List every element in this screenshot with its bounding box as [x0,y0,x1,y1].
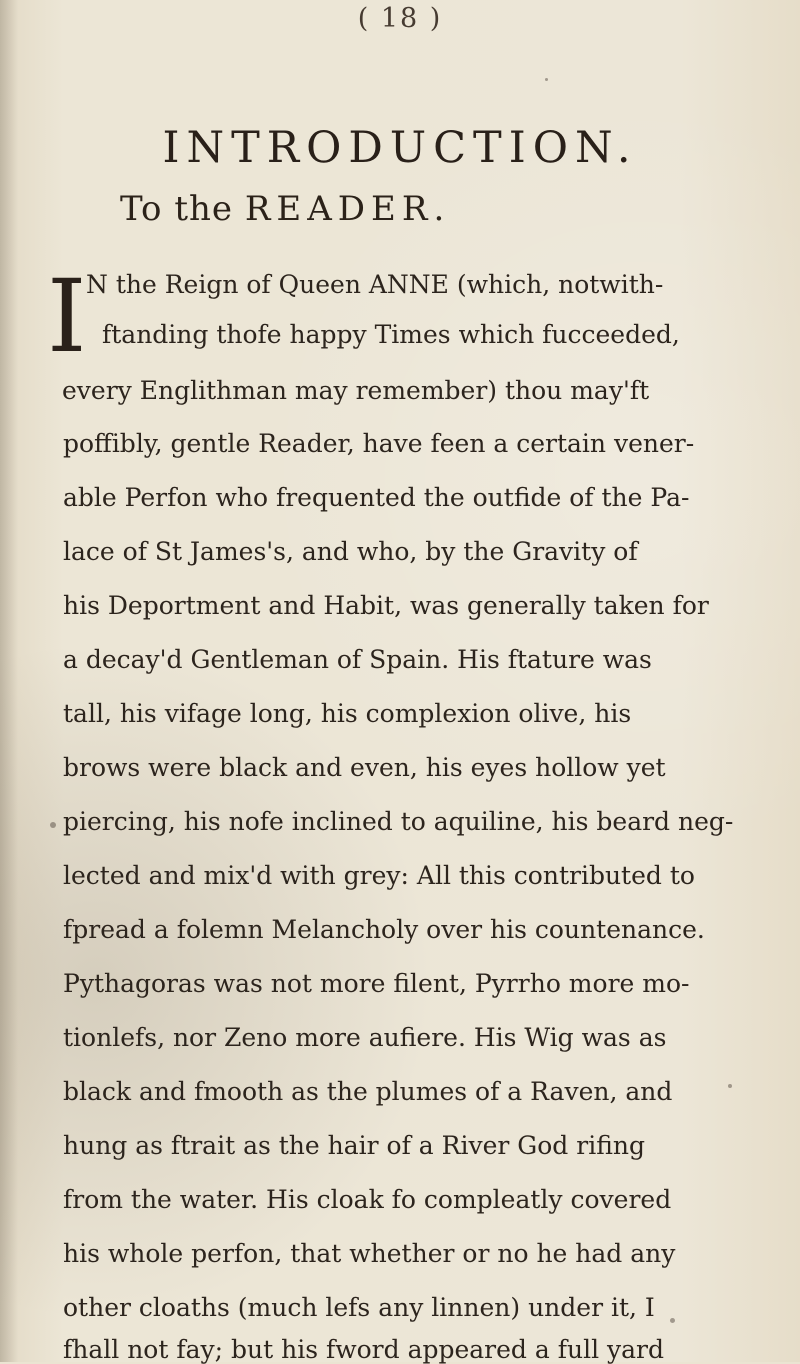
page-folio: ( 18 ) [357,3,443,34]
subheading-reader: READER. [244,189,451,229]
text-line: every Englithman may remember) thou may'ft [62,376,650,405]
text-line: lected and mix'd with grey: All this contributed to [63,861,695,890]
text-line: lace of St James's, and who, by the Gravity of [63,537,638,566]
text-line: N the Reign of Queen ANNE (which, notwith- [86,270,664,299]
text-line: his Deportment and Habit, was generally taken for [63,591,709,620]
text-line: piercing, his nofe inclined to aquiline, his beard neg- [63,807,734,836]
text-line: tionlefs, nor Zeno more aufiere. His Wig was as [63,1023,667,1052]
text-line: brows were black and even, his eyes hollow yet [63,753,666,782]
text-line: poffibly, gentle Reader, have feen a certain vener- [63,429,695,458]
text-line: a decay'd Gentleman of Spain. His ftature was [63,645,652,674]
subheading-prefix: To the [120,189,233,229]
text-line: from the water. His cloak fo compleatly covered [63,1185,672,1214]
text-line: fhall not fay; but his fword appeared a full yard [63,1335,665,1364]
drop-cap: I [47,258,87,375]
text-line: Pythagoras was not more filent, Pyrrho more mo- [63,969,690,998]
chapter-heading: INTRODUCTION. [162,122,638,173]
text-line: his whole perfon, that whether or no he had any [63,1239,676,1268]
text-line: ftanding thofe happy Times which fucceeded, [102,320,680,349]
text-line: able Perfon who frequented the outfide of the Pa- [63,483,690,512]
text-line: other cloaths (much lefs any linnen) under it, I [63,1293,655,1322]
text-line: tall, his vifage long, his complexion olive, his [63,699,632,728]
text-line: fpread a folemn Melancholy over his countenance. [63,915,705,944]
text-line: black and fmooth as the plumes of a Raven, and [63,1077,673,1106]
text-line: hung as ftrait as the hair of a River God rifing [63,1131,645,1160]
